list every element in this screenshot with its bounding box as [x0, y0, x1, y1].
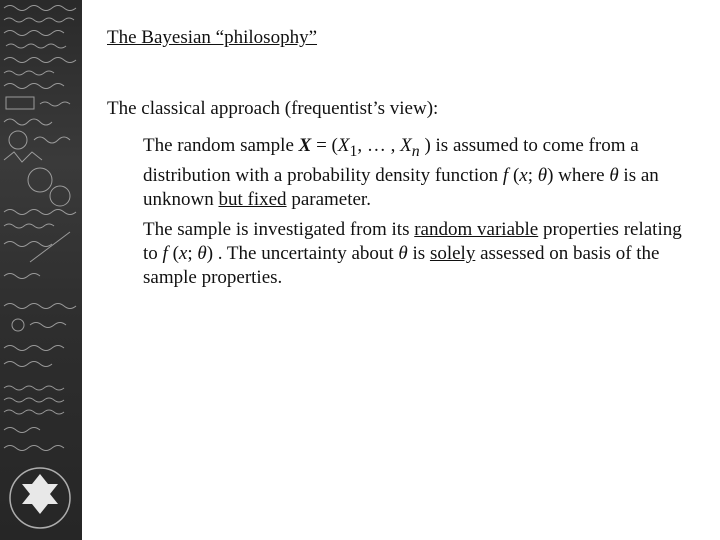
text-segment: ( [167, 243, 179, 264]
text-segment: is [407, 243, 430, 264]
slide-title: The Bayesian “philosophy” [107, 27, 318, 48]
text-segment: = ( [311, 135, 338, 156]
underlined-phrase: solely [429, 243, 476, 264]
variable-symbol: x [178, 243, 188, 264]
text-segment: parameter. [286, 188, 371, 210]
subscript: 1 [349, 142, 358, 160]
theta-symbol: θ [197, 243, 207, 264]
paragraph-sample-assumption [143, 134, 693, 212]
text-segment: assessed on basis of the sample properties. [143, 243, 660, 288]
handwriting-collage-icon [0, 0, 82, 540]
variable-symbol: X [337, 135, 350, 156]
theta-symbol: θ [609, 164, 619, 186]
variable-symbol: X [400, 135, 412, 156]
theta-symbol: θ [398, 243, 408, 264]
text-segment: ) where [547, 164, 610, 186]
underlined-phrase: random variable [414, 219, 539, 240]
decorative-sidebar [0, 0, 82, 540]
variable-symbol: x [519, 164, 528, 186]
text-segment: properties relating to [143, 219, 682, 264]
text-segment: is an unknown [143, 164, 659, 210]
text-segment: ; [187, 243, 198, 264]
subscript: n [411, 142, 420, 160]
function-symbol: f [162, 243, 168, 264]
text-segment: ) . The uncertainty about [206, 243, 399, 264]
theta-symbol: θ [537, 164, 548, 186]
text-segment: ; [527, 164, 538, 186]
paragraph-sample-investigation [143, 218, 693, 290]
function-symbol: f [502, 164, 509, 186]
text-segment: The random sample [143, 135, 299, 156]
university-crest-icon [10, 468, 70, 528]
text-segment: , … , [357, 135, 401, 156]
text-segment: ( [508, 164, 520, 186]
sample-symbol: X [298, 135, 312, 156]
text-segment: ) is assumed to come from a distribution with a probability density function [143, 135, 639, 186]
text-segment: The sample is investigated from its [143, 219, 415, 240]
underlined-phrase: but fixed [218, 188, 287, 210]
section-heading: The classical approach (frequentist’s view): [107, 98, 439, 119]
